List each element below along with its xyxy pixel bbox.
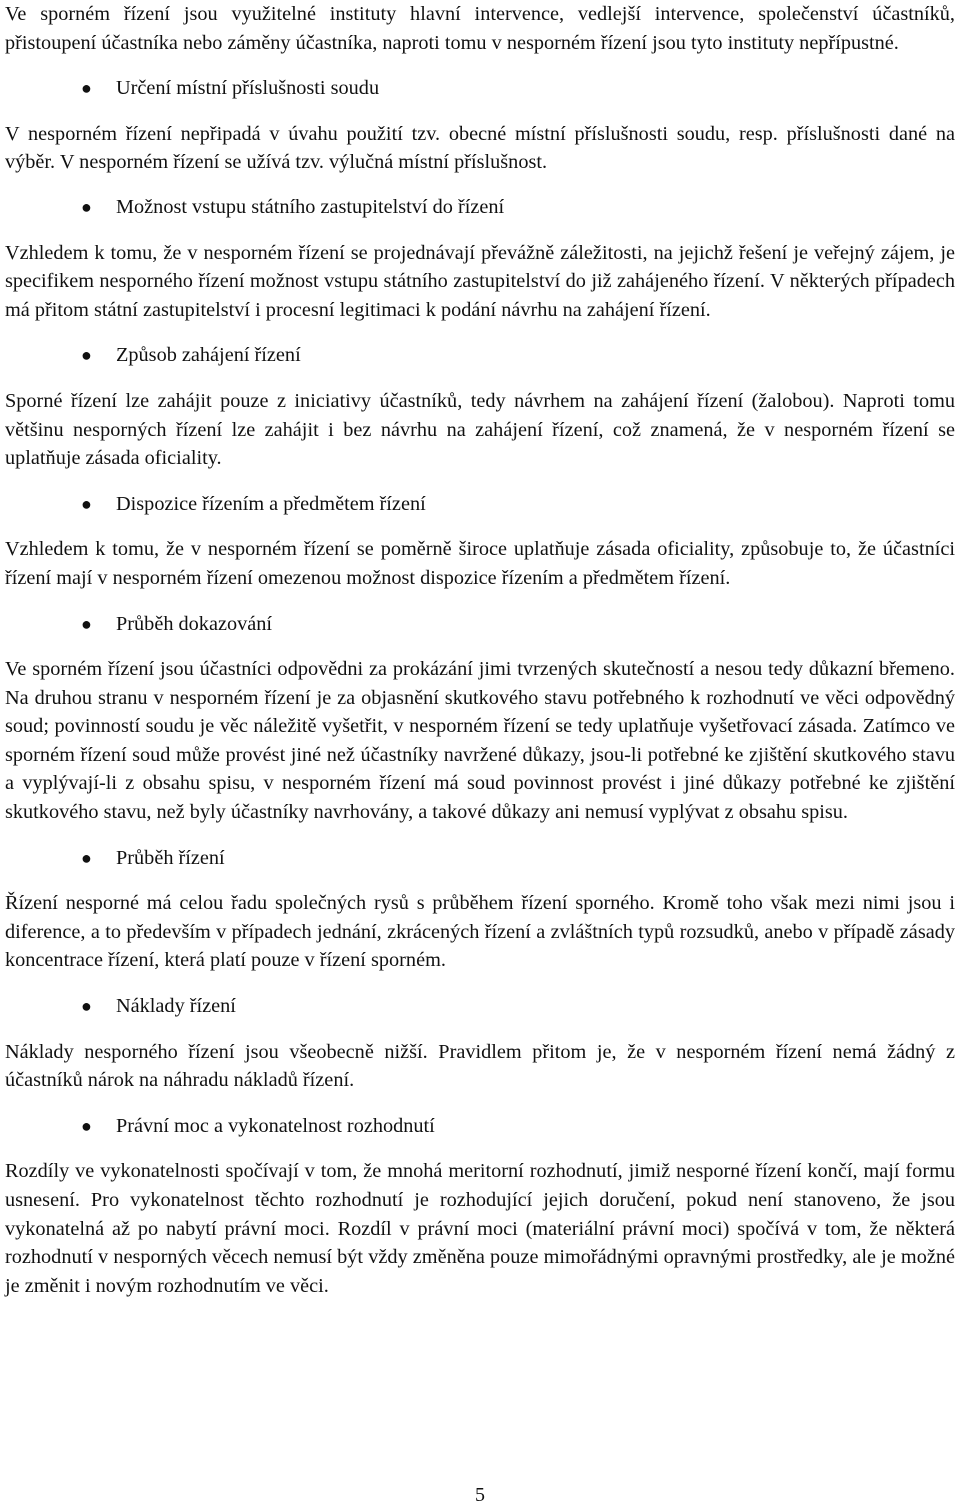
- bullet-icon: ●: [81, 196, 92, 217]
- section-heading-text: Dispozice řízením a předmětem řízení: [116, 492, 426, 515]
- section-heading-pravni-moc: [5, 1112, 955, 1141]
- section-heading-text: Právní moc a vykonatelnost rozhodnutí: [116, 1114, 435, 1137]
- section-paragraph: Sporné řízení lze zahájit pouze z iniciativy účastníků, tedy návrhem na zahájení řízení (žalobou). Naproti tomu většinu nesporných řízení lze zahájit i bez návrhu na zahájení řízení, což znamená, že v nesporném řízení se uplatňuje zásada oficiality.: [5, 389, 955, 470]
- section-paragraph: Vzhledem k tomu, že v nesporném řízení se poměrně široce uplatňuje zásada oficiality, způsobuje to, že účastníci řízení mají v nesporném řízení omezenou možnost dispozice řízením a předmětem řízení.: [5, 538, 955, 589]
- bullet-icon: ●: [81, 847, 92, 868]
- intro-paragraph: Ve sporném řízení jsou využitelné instituty hlavní intervence, vedlejší intervence, společenství účastníků, přistoupení účastníka nebo záměny účastníka, naproti tomu v nesporném řízení jsou tyto instituty nepřípustné.: [5, 3, 955, 54]
- bullet-icon: ●: [81, 345, 92, 366]
- section-heading-dispozice: [5, 490, 955, 519]
- section-paragraph: Řízení nesporné má celou řadu společných rysů s průběhem řízení sporného. Kromě toho však mezi nimi jsou i diference, a to především v případech jednání, zkrácených řízení a zvláštních typů rozsudků, anebo v případě zásady koncentrace řízení, která platí pouze v řízení sporném.: [5, 892, 955, 972]
- bullet-icon: ●: [81, 493, 92, 514]
- document-page: [5, 0, 955, 1300]
- section-heading-prubeh-dokazovani: [5, 610, 955, 639]
- section-heading-text: Průběh řízení: [116, 846, 225, 869]
- section-paragraph: Náklady nesporného řízení jsou všeobecně nižší. Pravidlem přitom je, že v nesporném řízení nemá žádný z účastníků nárok na náhradu nákladů řízení.: [5, 1040, 955, 1092]
- section-heading-text: Možnost vstupu státního zastupitelství do řízení: [116, 195, 505, 218]
- section-paragraph: Vzhledem k tomu, že v nesporném řízení se projednávají převážně záležitosti, na jejichž řešení je veřejný zájem, je specifikem nesporného řízení možnost vstupu státního zastupitelství do již zahájeného řízení. V některých případech má přitom státní zastupitelství i procesní legitimaci k podání návrhu na zahájení řízení.: [5, 241, 955, 321]
- section-heading-mistni-prislusnost: [5, 74, 955, 103]
- bullet-icon: ●: [81, 996, 92, 1017]
- bullet-icon: ●: [81, 613, 92, 634]
- section-paragraph: Ve sporném řízení jsou účastníci odpovědni za prokázání jimi tvrzených skutečností a nesou tedy důkazní břemeno. Na druhou stranu v nesporném řízení je za objasnění skutkového stavu potřebného k rozhodnutí ve věci odpovědný soud; povinností soudu je věc náležitě vyšetřit, v nesporném řízení se tedy uplatňuje vyšetřovací zásada. Zatímco ve sporném řízení soud může provést jiné než účastníky navržené důkazy, jsou-li potřebné ke zjištění skutkového stavu a vyplývají-li z obsahu spisu, v nesporném řízení má soud povinnost provést i jiné důkazy potřebné ke zjištění skutkového stavu, než byly účastníky navrhovány, a takové důkazy ani nemusí vyplývat z obsahu spisu.: [5, 658, 955, 824]
- section-paragraph: Rozdíly ve vykonatelnosti spočívají v tom, že mnohá meritorní rozhodnutí, jimiž nesporné řízení končí, mají formu usnesení. Pro vykonatelnost těchto rozhodnutí je rozhodující jejich doručení, pokud není stanoveno, že jsou vykonatelná až po nabytí právní moci. Rozdíl v právní moci (materiální právní moci) spočívá v tom, že některá rozhodnutí v nesporných věcech nemusí být vždy změněna pouze mimořádnými opravnými prostředky, ale je možné je změnit i novým rozhodnutím ve věci.: [5, 1160, 955, 1297]
- section-heading-text: Průběh dokazování: [116, 612, 273, 635]
- bullet-icon: ●: [81, 1115, 92, 1136]
- section-heading-text: Náklady řízení: [116, 995, 236, 1018]
- section-heading-naklady: [5, 992, 955, 1021]
- section-heading-zpusob-zahajeni: [5, 341, 955, 370]
- section-heading-text: Způsob zahájení řízení: [116, 344, 301, 367]
- page-number: 5: [475, 1484, 485, 1506]
- section-heading-prubeh-rizeni: [5, 844, 955, 873]
- section-heading-statni-zastupitelstvi: [5, 193, 955, 222]
- section-paragraph: V nesporném řízení nepřipadá v úvahu použití tzv. obecné místní příslušnosti soudu, resp. příslušnosti dané na výběr. V nesporném řízení se užívá tzv. výlučná místní příslušnost.: [5, 122, 955, 174]
- bullet-icon: ●: [81, 78, 92, 99]
- section-heading-text: Určení místní příslušnosti soudu: [116, 77, 380, 100]
